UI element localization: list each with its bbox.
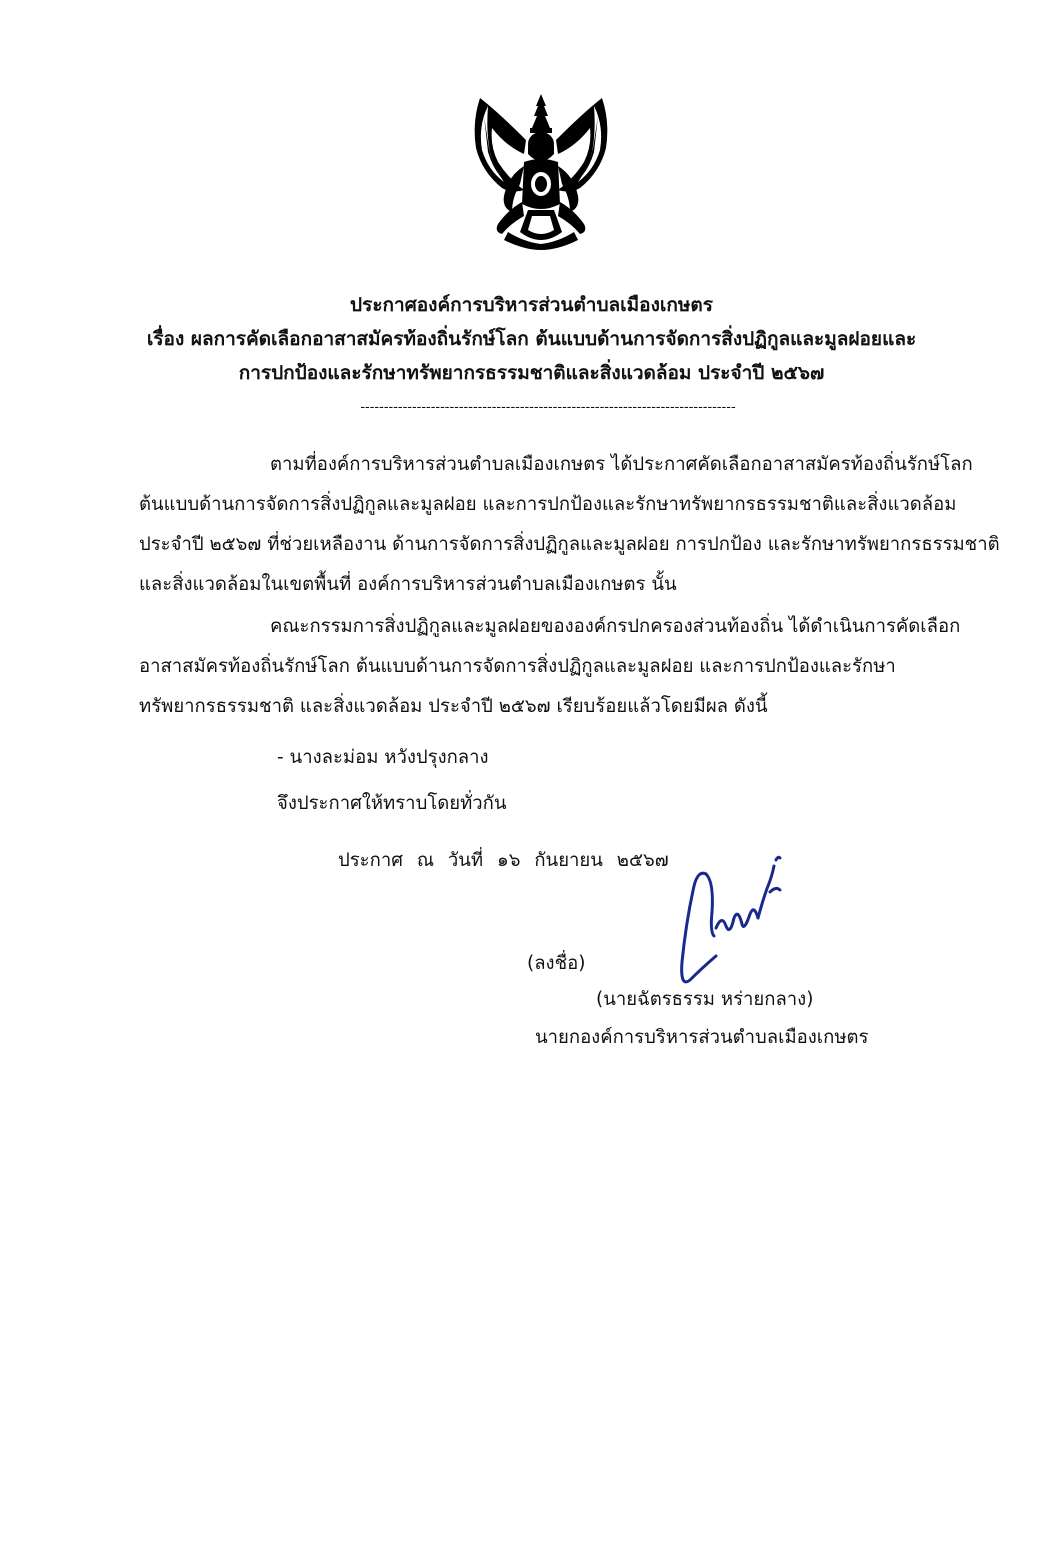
garuda-emblem-icon <box>468 92 614 250</box>
paragraph-1-line-1: ตามที่องค์การบริหารส่วนตำบลเมืองเกษตร ได้ประกาศคัดเลือกอาสาสมัครท้องถิ่นรักษ์โลก <box>270 454 973 475</box>
announcement-title <box>0 288 1063 390</box>
title-line-2: เรื่อง ผลการคัดเลือกอาสาสมัครท้องถิ่นรักษ์โลก ต้นแบบด้านการจัดการสิ่งปฏิกูลและมูลฝอยและ <box>146 328 917 350</box>
signature-label: (ลงชื่อ) <box>527 953 586 974</box>
signatory-name: (นายฉัตรธรรม หร่ายกลาง) <box>596 989 814 1010</box>
paragraph-1-line-4: และสิ่งแวดล้อมในเขตพื้นที่ องค์การบริหารส่วนตำบลเมืองเกษตร นั้น <box>139 574 677 595</box>
selected-person: - นางละม่อม หวังปรุงกลาง <box>277 747 489 768</box>
title-divider: -------------------------------------------------------------------------------- <box>360 400 736 415</box>
paragraph-2 <box>139 607 979 727</box>
announcement-date: ประกาศ ณ วันที่ ๑๖ กันยายน ๒๕๖๗ <box>338 850 669 871</box>
closing-statement: จึงประกาศให้ทราบโดยทั่วกัน <box>277 793 507 814</box>
signatory-position: นายกองค์การบริหารส่วนตำบลเมืองเกษตร <box>535 1027 869 1048</box>
handwritten-signature-icon <box>672 852 792 1002</box>
paragraph-1-line-2: ต้นแบบด้านการจัดการสิ่งปฏิกูลและมูลฝอย และการปกป้องและรักษาทรัพยากรธรรมชาติและสิ่งแวดล้อม <box>139 494 957 515</box>
title-line-1: ประกาศองค์การบริหารส่วนตำบลเมืองเกษตร <box>350 294 713 316</box>
paragraph-2-line-1: คณะกรรมการสิ่งปฏิกูลและมูลฝอยขององค์กรปกครองส่วนท้องถิ่น ได้ดำเนินการคัดเลือก <box>270 616 961 637</box>
paragraph-1 <box>139 445 1000 605</box>
paragraph-2-line-3: ทรัพยากรธรรมชาติ และสิ่งแวดล้อม ประจำปี ๒๕๖๗ เรียบร้อยแล้วโดยมีผล ดังนี้ <box>139 696 768 717</box>
paragraph-1-line-3: ประจำปี ๒๕๖๗ ที่ช่วยเหลืองาน ด้านการจัดการสิ่งปฏิกูลและมูลฝอย การปกป้อง และรักษาทรัพยากรธรรมชาติ <box>139 534 1000 555</box>
title-line-3: การปกป้องและรักษาทรัพยากรธรรมชาติและสิ่งแวดล้อม ประจำปี ๒๕๖๗ <box>238 362 825 384</box>
paragraph-2-line-2: อาสาสมัครท้องถิ่นรักษ์โลก ต้นแบบด้านการจัดการสิ่งปฏิกูลและมูลฝอย และการปกป้องและรักษา <box>139 656 896 677</box>
